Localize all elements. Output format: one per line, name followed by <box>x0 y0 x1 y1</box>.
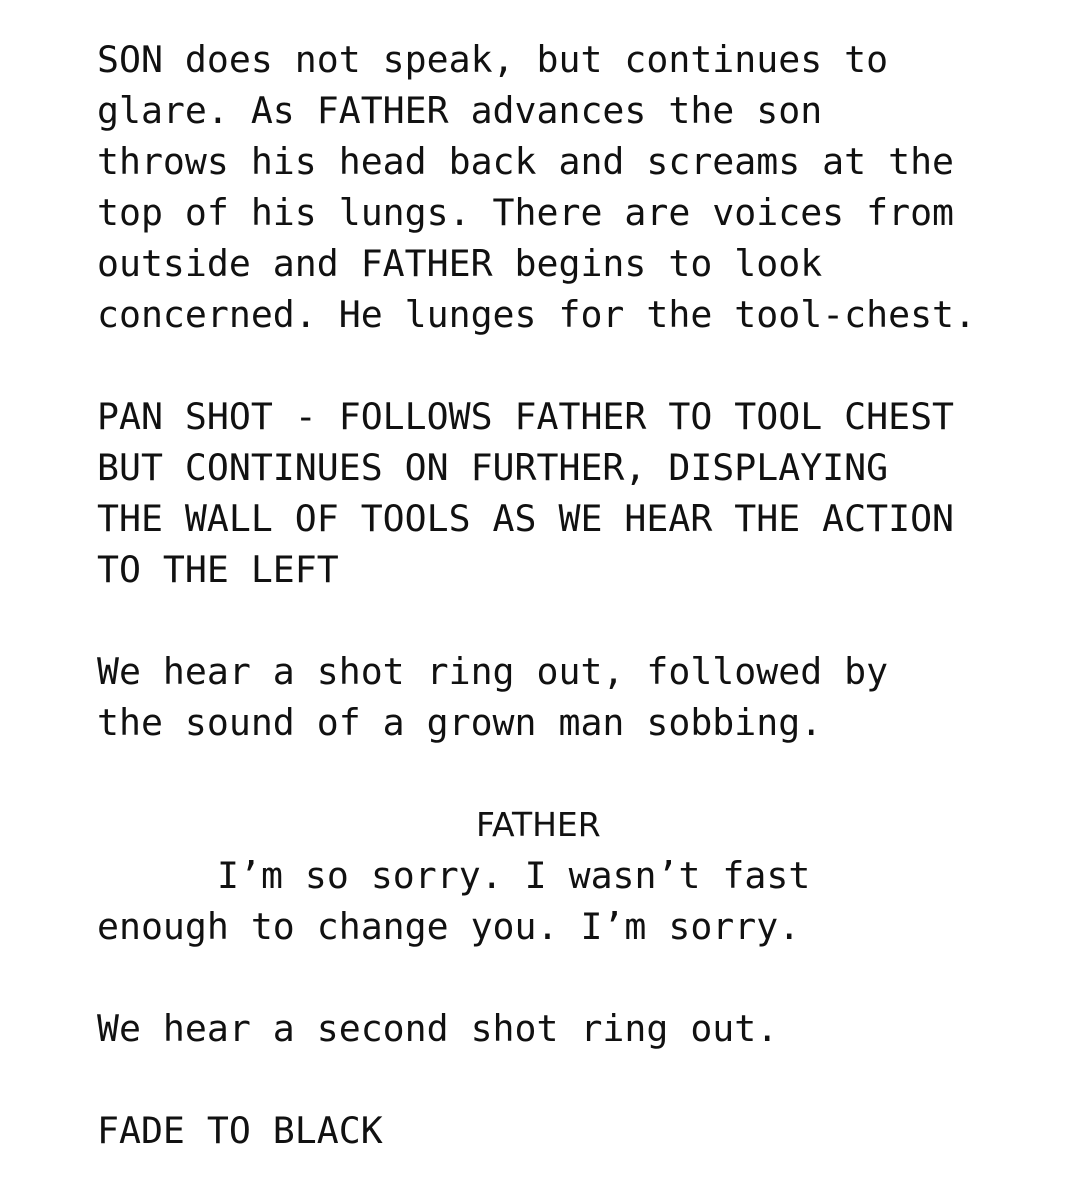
shot-line: PAN SHOT - FOLLOWS FATHER TO TOOL CHEST <box>97 395 955 438</box>
shot-line: TO THE LEFT <box>97 548 339 591</box>
transition-line: FADE TO BLACK <box>97 1109 383 1152</box>
dialogue-line: enough to change you. I’m sorry. <box>97 905 801 948</box>
shot-line: THE WALL OF TOOLS AS WE HEAR THE ACTION <box>97 497 955 540</box>
action-paragraph <box>97 1003 1076 1054</box>
shot-direction <box>97 391 1076 595</box>
shot-line: BUT CONTINUES ON FURTHER, DISPLAYING <box>97 446 889 489</box>
action-line: We hear a shot ring out, followed by <box>97 650 889 693</box>
action-line: concerned. He lunges for the tool-chest. <box>97 293 976 336</box>
action-paragraph <box>97 34 1076 340</box>
dialogue-block <box>97 799 1076 952</box>
action-line: We hear a second shot ring out. <box>97 1007 779 1050</box>
action-paragraph <box>97 646 1076 748</box>
dialogue-line: I’m so sorry. I wasn’t fast <box>217 854 811 897</box>
action-line: SON does not speak, but continues to <box>97 38 889 81</box>
transition <box>97 1105 1076 1156</box>
dialogue-text <box>97 850 1076 952</box>
action-line: top of his lungs. There are voices from <box>97 191 955 234</box>
action-line: the sound of a grown man sobbing. <box>97 701 823 744</box>
action-line: outside and FATHER begins to look <box>97 242 823 285</box>
character-name: FATHER <box>476 805 601 844</box>
action-line: throws his head back and screams at the <box>97 140 955 183</box>
action-line: glare. As FATHER advances the son <box>97 89 823 132</box>
